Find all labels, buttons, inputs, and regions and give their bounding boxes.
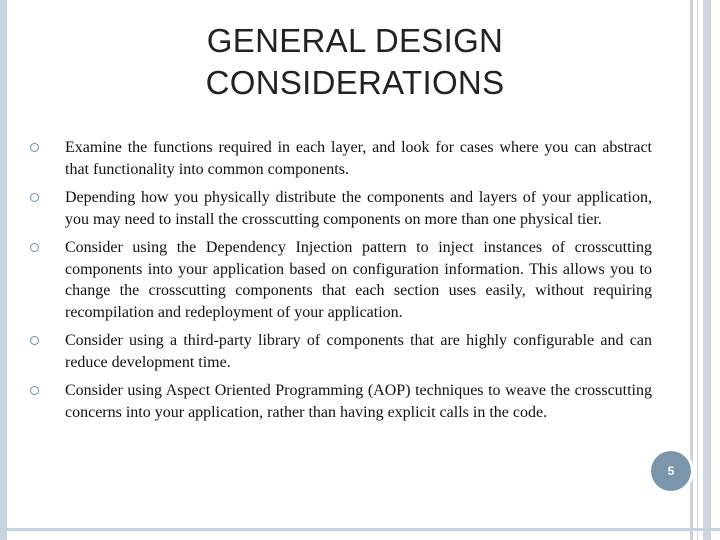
bullet-item xyxy=(30,137,652,180)
bullet-text: Consider using Aspect Oriented Programming (AOP) techniques to weave the crosscutting concerns into your application, rather than having explicit calls in the code. xyxy=(65,382,652,421)
bullet-text: Examine the functions required in each layer, and look for cases where you can abstract that functionality into common components. xyxy=(65,139,652,178)
bullet-item xyxy=(30,237,652,323)
slide-title-line-1: GENERAL DESIGN xyxy=(206,22,504,59)
circle-bullet-icon xyxy=(30,193,39,202)
slide-number-badge: 5 xyxy=(651,451,691,491)
circle-bullet-icon xyxy=(30,336,39,345)
bullet-item xyxy=(30,330,652,373)
bullet-text: Consider using a third-party library of components that are highly configurable and can reduce development time. xyxy=(65,332,652,371)
bullet-list xyxy=(30,137,652,430)
bullet-text: Depending how you physically distribute the components and layers of your application, you may need to install the crosscutting components on more than one physical tier. xyxy=(65,189,652,228)
circle-bullet-icon xyxy=(30,143,39,152)
right-rail-decoration xyxy=(690,0,693,540)
right-rail-line-decoration xyxy=(697,0,698,540)
circle-bullet-icon xyxy=(30,386,39,395)
slide-title xyxy=(140,20,570,104)
bullet-text: Consider using the Dependency Injection pattern to inject instances of crosscutting components into your application based on configuration information. This allows you to change the crosscutting components that each section uses easily, without requiring recompilation and redeployment of your application. xyxy=(65,239,652,321)
left-border-decoration xyxy=(0,0,7,540)
bottom-border-decoration xyxy=(0,528,720,531)
bullet-item xyxy=(30,380,652,423)
bullet-item xyxy=(30,187,652,230)
slide-title-line-2: CONSIDERATIONS xyxy=(205,64,505,101)
right-edge-decoration xyxy=(703,0,711,540)
circle-bullet-icon xyxy=(30,243,39,252)
